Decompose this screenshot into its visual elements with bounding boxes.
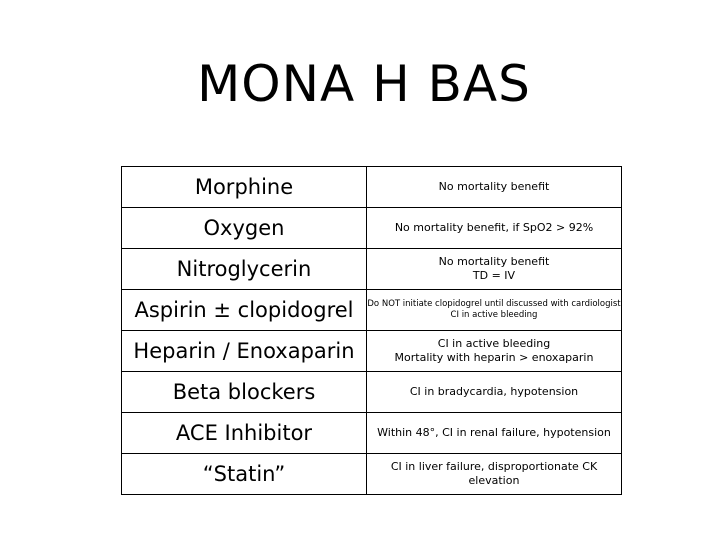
- drug-name: ACE Inhibitor: [122, 413, 367, 454]
- table-row: [122, 413, 622, 454]
- drug-name: “Statin”: [122, 454, 367, 495]
- drug-note: [367, 167, 622, 208]
- note-line: No mortality benefit: [438, 180, 550, 193]
- note-line: CI in bradycardia, hypotension: [409, 385, 579, 398]
- note-line: Within 48°, CI in renal failure, hypotension: [377, 426, 611, 439]
- drug-note: [367, 208, 622, 249]
- drug-name: Nitroglycerin: [122, 249, 367, 290]
- drug-table: [121, 166, 622, 495]
- note-line: CI in active bleeding: [437, 337, 551, 350]
- drug-name: Beta blockers: [122, 372, 367, 413]
- drug-name: Morphine: [122, 167, 367, 208]
- drug-note: [367, 331, 622, 372]
- table-row: [122, 208, 622, 249]
- note-line: Do NOT initiate clopidogrel until discussed with cardiologist: [367, 299, 621, 309]
- table-row: [122, 290, 622, 331]
- table-row: [122, 249, 622, 290]
- drug-note: [367, 290, 622, 331]
- note-line: Mortality with heparin > enoxaparin: [394, 351, 594, 364]
- drug-note: [367, 413, 622, 454]
- drug-name: Heparin / Enoxaparin: [122, 331, 367, 372]
- drug-name: Aspirin ± clopidogrel: [122, 290, 367, 331]
- slide-title: MONA H BAS: [197, 55, 531, 113]
- drug-note: [367, 454, 622, 495]
- table-row: [122, 331, 622, 372]
- table-row: [122, 372, 622, 413]
- note-line: TD = IV: [472, 269, 516, 282]
- note-line: No mortality benefit, if SpO2 > 92%: [394, 221, 594, 234]
- drug-name: Oxygen: [122, 208, 367, 249]
- drug-note: [367, 372, 622, 413]
- drug-note: [367, 249, 622, 290]
- note-line: No mortality benefit: [438, 255, 550, 268]
- note-line: CI in active bleeding: [450, 310, 538, 320]
- note-line: CI in liver failure, disproportionate CK elevation: [390, 460, 598, 487]
- table-row: [122, 454, 622, 495]
- table-row: [122, 167, 622, 208]
